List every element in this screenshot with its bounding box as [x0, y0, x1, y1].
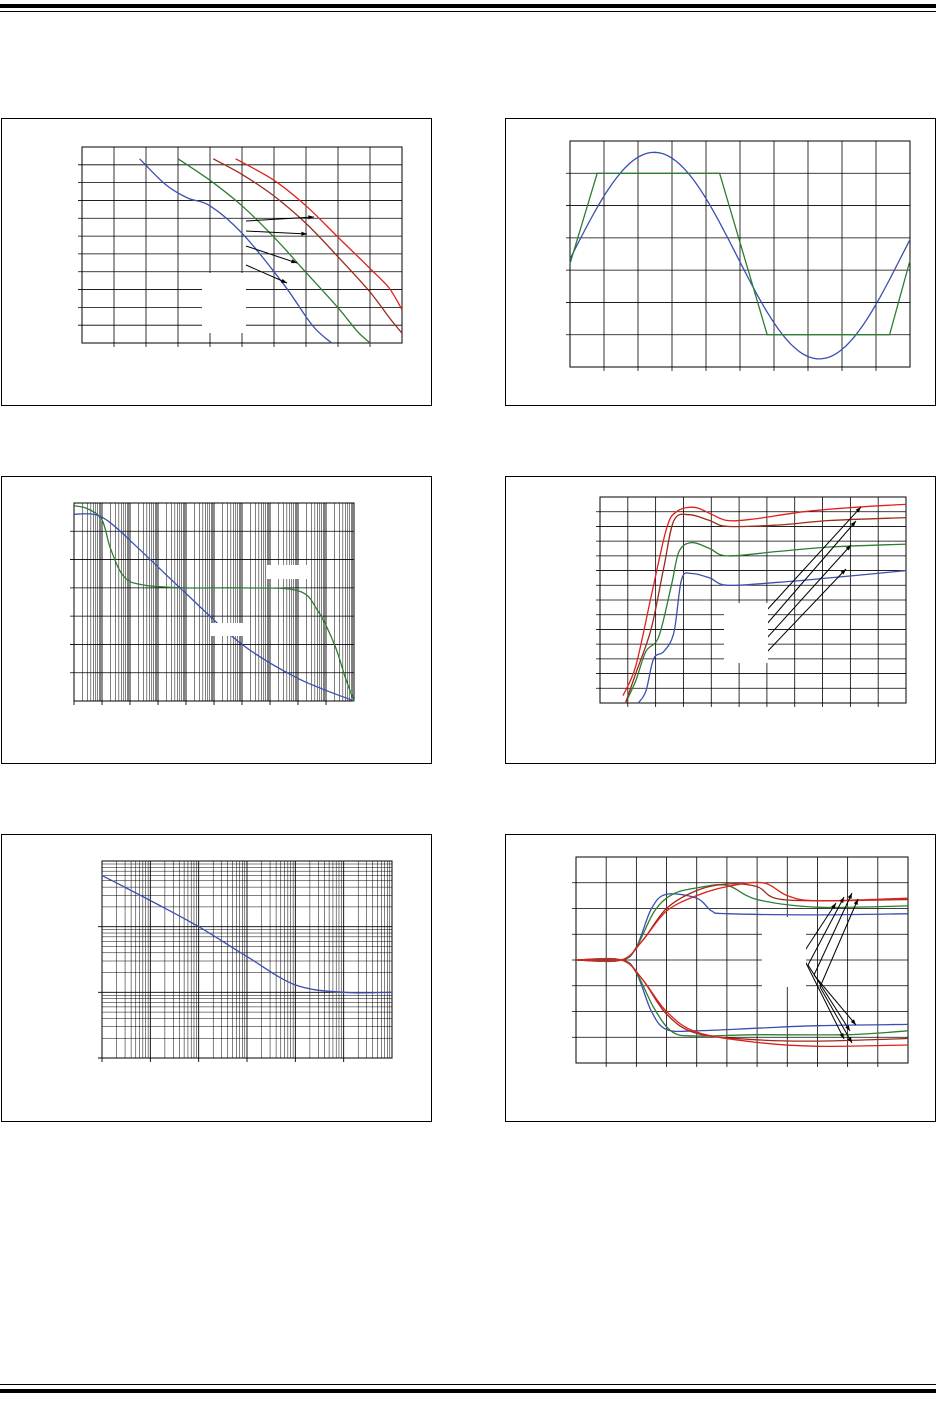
- chart-1-label-mask: [202, 273, 246, 333]
- chart-panel-4: [505, 476, 936, 764]
- series-line-blue-5: [576, 959, 908, 1031]
- legend-arrow-dark-red: [246, 231, 307, 234]
- chart-panel-3: [1, 476, 432, 764]
- header-rule-thick: [0, 4, 936, 8]
- chart-2-svg: [506, 119, 936, 407]
- chart-panel-2: [505, 118, 936, 406]
- series-line-red-8: [576, 959, 908, 1047]
- chart-panel-1: [1, 118, 432, 406]
- chart-panel-5: [1, 834, 432, 1122]
- chart-6-label-mask: [762, 917, 806, 987]
- legend-arrow-down-3: [814, 975, 856, 1025]
- legend-arrow-red: [766, 507, 861, 611]
- legend-arrow-red-head: [308, 215, 314, 219]
- legend-arrow-up-4: [820, 899, 858, 987]
- chart-4-label-mask: [724, 603, 768, 663]
- chart-1-svg: [2, 119, 433, 407]
- legend-arrow-up-3-head: [848, 893, 852, 899]
- series-line-dark_red-3: [576, 884, 908, 962]
- legend-arrow-up-1: [802, 903, 836, 955]
- series-line-blue-1: [576, 894, 908, 961]
- chart-3-label-mask-right: [267, 565, 311, 579]
- series-line-red-4: [576, 882, 908, 961]
- series-line-blue-1: [638, 571, 906, 703]
- series-line-green-2: [576, 885, 908, 961]
- chart-panel-6: [505, 834, 936, 1122]
- legend-arrow-green: [766, 545, 851, 639]
- chart-5-svg: [2, 835, 433, 1123]
- header-rule-thin: [0, 11, 936, 12]
- legend-arrow-blue-head: [281, 279, 287, 283]
- chart-3-label-mask-left: [210, 623, 244, 636]
- chart-4-svg: [506, 477, 936, 765]
- legend-arrow-blue: [246, 265, 287, 283]
- footer-rule-thick: [0, 1389, 936, 1393]
- chart-6-svg: [506, 835, 936, 1123]
- chart-3-svg: [2, 477, 433, 765]
- footer-rule-thin: [0, 1384, 936, 1385]
- legend-arrow-down-1-head: [840, 1033, 844, 1039]
